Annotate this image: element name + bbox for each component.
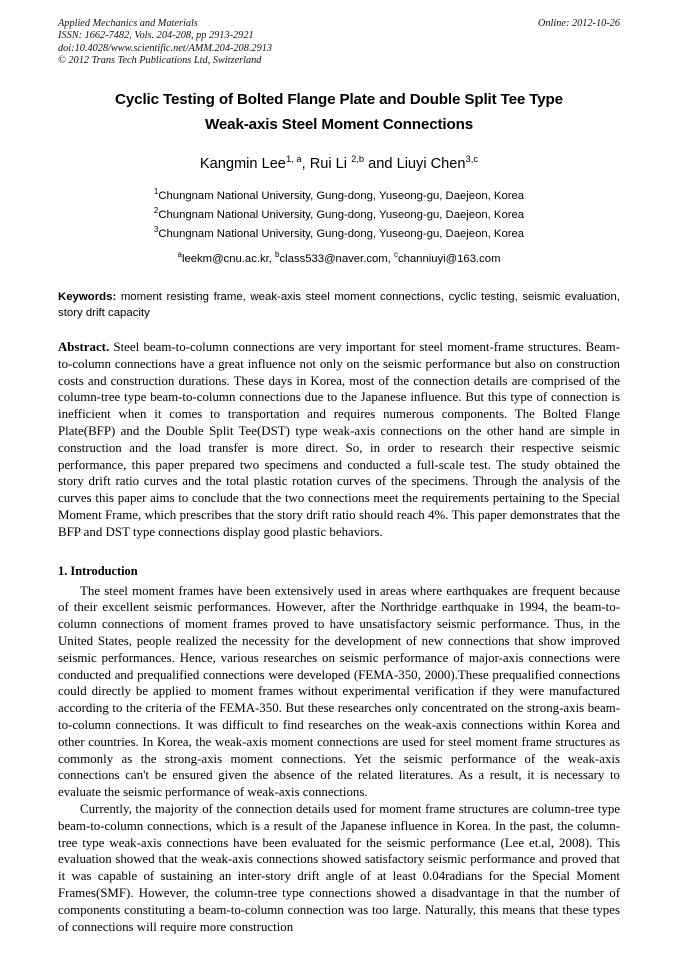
affiliation-marker-3: 3 xyxy=(153,225,159,235)
affiliation-list xyxy=(58,187,620,245)
keywords-block xyxy=(58,289,620,322)
author-separator-2: and xyxy=(364,155,397,172)
affiliation-3 xyxy=(58,225,620,244)
email-address-a[interactable]: leekm@cnu.ac.kr, xyxy=(181,252,276,265)
section-paragraph-1: The steel moment frames have been extensively used in areas where earthquakes are frequent because of their excellent seismic performances. However, after the Northridge earthquake in 1994, the beam-to-column connections of moment frames proved to have unsatisfactory seismic performance. Thus, in the United States, people realized the necessity for the development of new connections that show improved seismic performances. Hence, various researches on seismic performance of major-axis connections were conducted and prequalified connections were developed (FEMA-350, 2000).These prequalified connections could directly be applied to moment frames without experimental verification if they were manufactured according to the criteria of the FEMA-350. But these researches only concentrated on the strong-axis beam-to-column connections. It was difficult to find researches on the weak-axis connections within Korea and other countries. In Korea, the weak-axis moment connections are used for steel moment frame structures as commonly as the strong-axis moment connections. Yet the seismic performance of the weak-axis connections can't be ensured given the absence of the related literatures. As a result, it is necessary to evaluate the seismic performance of weak-axis connections. xyxy=(58,583,620,800)
affiliation-marker-1: 1 xyxy=(153,186,159,196)
author-name-1: Kangmin Lee xyxy=(199,155,286,172)
doi-line: doi:10.4028/www.scientific.net/AMM.204-208.2913 xyxy=(58,42,273,54)
online-date: Online: 2012-10-26 xyxy=(537,18,620,29)
abstract-label: Abstract. xyxy=(58,340,110,355)
author-list xyxy=(58,152,620,173)
copyright-line: © 2012 Trans Tech Publications Ltd, Switzerland xyxy=(58,55,262,67)
keywords-label: Keywords: xyxy=(58,290,117,303)
email-marker-a: a xyxy=(177,250,182,260)
affiliation-text-3: Chungnam National University, Gung-dong, Yuseong-gu, Daejeon, Korea xyxy=(158,228,525,241)
author-marker-1: 1, a xyxy=(285,152,302,164)
author-marker-3: 3,c xyxy=(465,152,479,164)
affiliation-2 xyxy=(58,206,620,225)
journal-header-top-row xyxy=(58,18,620,30)
keywords-text: moment resisting frame, weak-axis steel moment connections, cyclic testing, seismic evaluation, story drift capacity xyxy=(58,290,620,320)
journal-name: Applied Mechanics and Materials xyxy=(58,18,198,29)
issn-line: ISSN: 1662-7482, Vols. 204-208, pp 2913-2921 xyxy=(58,30,254,42)
author-emails xyxy=(58,251,620,267)
affiliation-1 xyxy=(58,187,620,206)
email-address-c[interactable]: channiuyi@163.com xyxy=(397,252,501,265)
abstract-text: Steel beam-to-column connections are very important for steel moment-frame structures. Beam-to-column connections have a great influence not only on the seismic performance but also on construction costs and construction durations. These days in Korea, most of the connection details are comprised of the column-tree type beam-to-column connections due to the Japanese influence. But this type of connection is inefficient when it comes to transportation and requires numerous components. The Bolted Flange Plate(BFP) and the Double Split Tee(DST) type weak-axis connections on the other hand are simple in construction and the load transfer is more direct. So, in order to research their respective seismic performance, this paper prepared two specimens and conducted a full-scale test. The study obtained the story drift ratio curves and the total plastic rotation curves of the specimens. Through the analysis of the curves this paper aims to conclude that the two connections meet the requirements pertaining to the Special Moment Frame, which prescribes that the story drift ratio should reach 4%. This paper demonstrates that the BFP and DST type connections display good plastic behaviors. xyxy=(58,340,620,539)
affiliation-text-1: Chungnam National University, Gung-dong, Yuseong-gu, Daejeon, Korea xyxy=(158,189,525,202)
author-separator-1: , xyxy=(301,155,310,172)
email-marker-b: b xyxy=(275,250,280,260)
affiliation-marker-2: 2 xyxy=(153,206,159,216)
section-paragraph-2: Currently, the majority of the connection details used for moment frame structures are column-tree type beam-to-column connections, which is a result of the Japanese influence in Korea. In the past, the column-tree type weak-axis connections have been evaluated for the seismic performance (Lee et.al, 2008). This evaluation showed that the weak-axis connections showed satisfactory seismic performance and proved that it was capable of sustaining an inter-story drift angle of at least 0.04radians for the Special Moment Frames(SMF). However, the column-tree type connections showed a disadvantage in that the number of components constituting a beam-to-column connection was too large. Naturally, this means that these types of connections will require more construction xyxy=(58,801,620,934)
email-address-b[interactable]: class533@naver.com, xyxy=(279,252,394,265)
title-line-1: Cyclic Testing of Bolted Flange Plate and Double Split Tee Type xyxy=(115,90,563,108)
affiliation-text-2: Chungnam National University, Gung-dong, Yuseong-gu, Daejeon, Korea xyxy=(158,209,525,222)
paper-title xyxy=(58,88,620,136)
author-name-3: Liuyi Chen xyxy=(396,155,466,172)
author-marker-2: 2,b xyxy=(351,152,365,164)
author-name-2: Rui Li xyxy=(309,155,352,172)
abstract-block xyxy=(58,339,620,541)
email-marker-c: c xyxy=(393,250,398,260)
section-heading-introduction: 1. Introduction xyxy=(58,563,138,578)
title-line-2: Weak-axis Steel Moment Connections xyxy=(204,115,474,133)
journal-header xyxy=(58,18,620,68)
